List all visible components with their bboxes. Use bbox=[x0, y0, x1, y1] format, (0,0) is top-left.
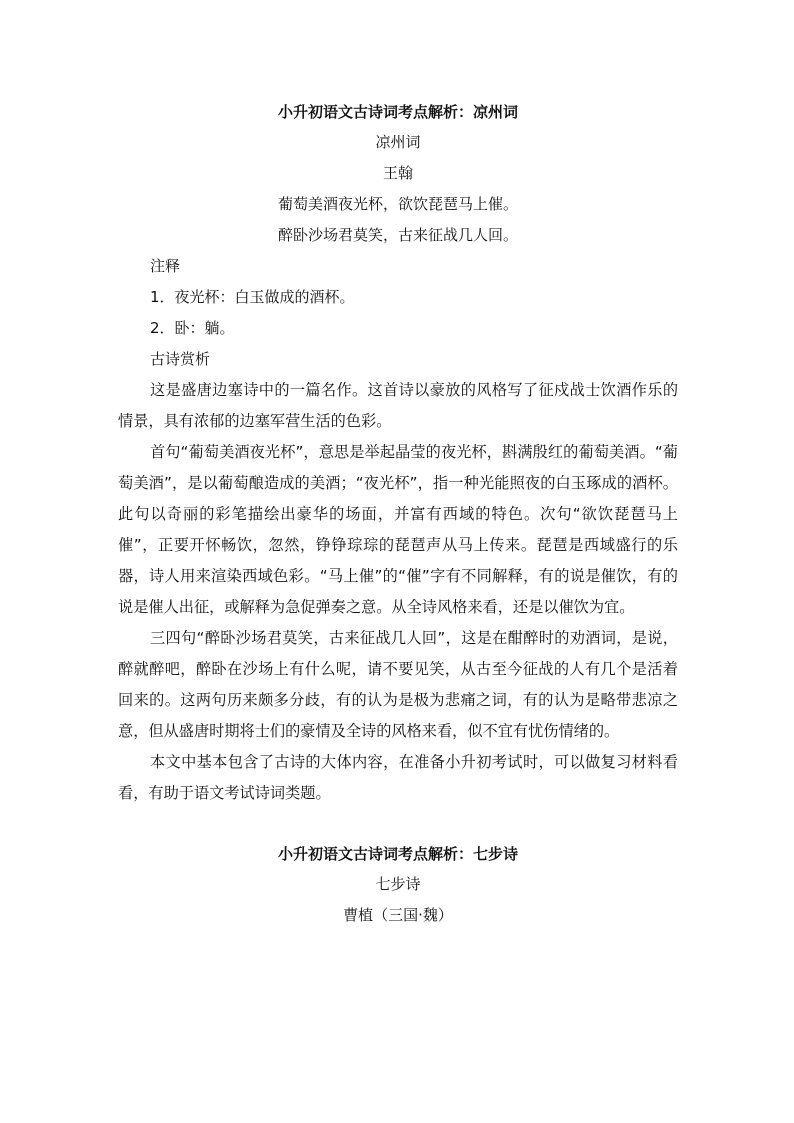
poem-title: 凉州词 bbox=[375, 133, 421, 151]
paragraph: 本文中基本包含了古诗的大体内容，在准备小升初考试时，可以做复习材料看看，有助于语文考试诗词类题。 bbox=[118, 753, 678, 802]
notes-heading: 注释 bbox=[150, 257, 181, 275]
poem-verse: 醉卧沙场君莫笑，古来征战几人回。 bbox=[277, 226, 518, 244]
appreciation-heading: 古诗赏析 bbox=[150, 350, 211, 368]
poem-author: 曹植（三国·魏） bbox=[343, 906, 453, 924]
section-title: 小升初语文古诗词考点解析：凉州词 bbox=[277, 103, 518, 121]
poem-verse: 葡萄美酒夜光杯，欲饮琵琶马上催。 bbox=[277, 195, 518, 213]
poem-title: 七步诗 bbox=[375, 875, 421, 893]
paragraph: 三四句“醉卧沙场君莫笑，古来征战几人回”，这是在酣醉时的劝酒词，是说，醉就醉吧，醉卧在沙场上有什么呢，请不要见笑，从古至今征战的人有几个是活着回来的。这两句历来颇多分歧，有的认为是极为悲痛之词，有的认为是略带悲凉之意，但从盛唐时期将士们的豪情及全诗的风格来看，似不宜有忧伤情绪的。 bbox=[118, 629, 678, 740]
paragraph: 这是盛唐边塞诗中的一篇名作。这首诗以豪放的风格写了征戍战士饮酒作乐的情景，具有浓郁的边塞军营生活的色彩。 bbox=[118, 381, 678, 430]
note-item: 2．卧：躺。 bbox=[150, 319, 235, 337]
paragraph: 首句“葡萄美酒夜光杯”，意思是举起晶莹的夜光杯，斟满殷红的葡萄美酒。“葡萄美酒”，是以葡萄酿造成的美酒；“夜光杯”，指一种光能照夜的白玉琢成的酒杯。此句以奇丽的彩笔描绘出豪华的场面，并富有西域的特色。次句“欲饮琵琶马上催”，正要开怀畅饮，忽然，铮铮琮琮的琵琶声从马上传来。琵琶是西域盛行的乐器，诗人用来渲染西域色彩。“马上催”的“催”字有不同解释，有的说是催饮，有的说是催人出征，或解释为急促弹奏之意。从全诗风格来看，还是以催饮为宜。 bbox=[118, 443, 678, 616]
section-title: 小升初语文古诗词考点解析：七步诗 bbox=[277, 845, 518, 863]
document-body bbox=[118, 97, 678, 931]
section-spacer bbox=[118, 809, 678, 839]
note-item: 1．夜光杯：白玉做成的酒杯。 bbox=[150, 288, 355, 306]
poem-author: 王翰 bbox=[382, 164, 413, 182]
